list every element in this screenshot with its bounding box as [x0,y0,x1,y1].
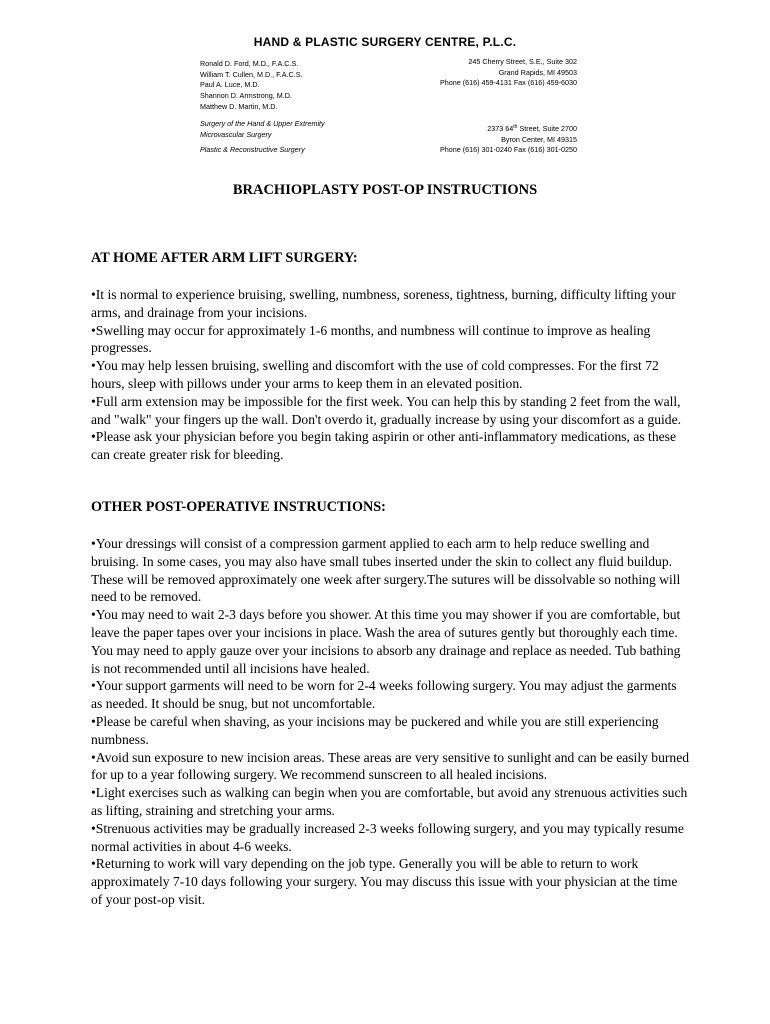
list-item: •Full arm extension may be impossible for the first week. You can help this by standing 2 feet from the wall, and "walk" your fingers up the wall. Don't overdo it, gradually increase by using your discomfort as a guide. [91,393,682,427]
specialty: Plastic & Reconstructive Surgery [200,145,305,154]
doctor-name: Shannon D. Armstrong, M.D. [200,91,292,101]
doctor-name: William T. Cullen, M.D., F.A.C.S. [200,69,303,79]
list-item: •Swelling may occur for approximately 1-6 months, and numbness will continue to improve as healing progresses. [91,322,651,356]
office-street: 2373 64th Street, Suite 2700 [487,124,577,133]
list-item: •Light exercises such as walking can begin when you are comfortable, but avoid any strenuous activities such as lifting, straining and stretching your arms. [91,785,688,818]
list-item: •Please ask your physician before you begin taking aspirin or other anti-inflammatory medications, as these can create greater risk for bleeding. [91,429,676,463]
document-title: BRACHIOPLASTY POST-OP INSTRUCTIONS [232,182,538,198]
specialty-list [200,119,325,156]
specialty: Surgery of the Hand & Upper Extremity [200,119,325,128]
office-address-byron-center [440,122,577,156]
doctor-name: Ronald D. Ford, M.D., F.A.C.S. [200,59,299,68]
list-item: •Your dressings will consist of a compression garment applied to each arm to help reduce swelling and bruising. In some cases, you may also have small tubes inserted under the skin to collect any fluid buildup. These will be removed approximately one week after surgery.The sutures will be dissolvable so nothing will need to be removed. [91,536,681,605]
list-item: •Strenuous activities may be gradually increased 2-3 weeks following surgery, and you may typically resume normal activities in about 4-6 weeks. [91,820,684,854]
list-item: •You may help lessen bruising, swelling and discomfort with the use of cold compresses. For the first 72 hours, sleep with pillows under your arms to keep them in an elevated position. [91,358,659,391]
practice-name: HAND & PLASTIC SURGERY CENTRE, P.L.C. [253,35,517,49]
list-item: •Your support garments will need to be worn for 2-4 weeks following surgery. You may adjust the garments as needed. It should be snug, but not uncomfortable. [91,678,677,712]
list-item: •You may need to wait 2-3 days before you shower. At this time you may shower if you are comfortable, but leave the paper tapes over your incisions in place. Wash the area of sutures gently but thoroughly each time. You may need to apply gauze over your incisions to absorb any drainage and replace as needed. Tub bathing is not recommended until all incisions have healed. [91,607,681,676]
doctor-name: Paul A. Luce, M.D. [200,80,260,90]
office-street: 245 Cherry Street, S.E., Suite 302 [468,57,577,66]
list-item: •Returning to work will vary depending on the job type. Generally you will be able to return to work approximately 7-10 days following your surgery. You may discuss this issue with your physician at the time of your post-op visit. [91,856,678,907]
list-item: •Please be careful when shaving, as your incisions may be puckered and while you are still experiencing numbness. [91,713,659,747]
office-city: Byron Center, MI 49315 [501,134,577,144]
office-address-grand-rapids [440,57,577,89]
office-phone: Phone (616) 301-0240 Fax (616) 301-0250 [439,145,577,155]
instruction-list-at-home [91,286,691,464]
instruction-list-other [91,535,691,909]
specialty: Microvascular Surgery [200,129,272,139]
doctor-name: Matthew D. Martin, M.D. [200,101,278,111]
section-heading-other-instructions: OTHER POST-OPERATIVE INSTRUCTIONS: [91,499,386,515]
doctor-list [200,59,303,113]
list-item: •It is normal to experience bruising, swelling, numbness, soreness, tightness, burning, difficulty lifting your arms, and drainage from your incisions. [91,287,676,320]
section-heading-at-home: AT HOME AFTER ARM LIFT SURGERY: [91,250,358,266]
office-phone: Phone (616) 459-4131 Fax (616) 459-6030 [439,78,577,88]
office-city: Grand Rapids, MI 49503 [498,67,577,77]
list-item: •Avoid sun exposure to new incision areas. These areas are very sensitive to sunlight and can be easily burned for up to a year following surgery. We recommend sunscreen to all healed incisions. [91,749,690,783]
